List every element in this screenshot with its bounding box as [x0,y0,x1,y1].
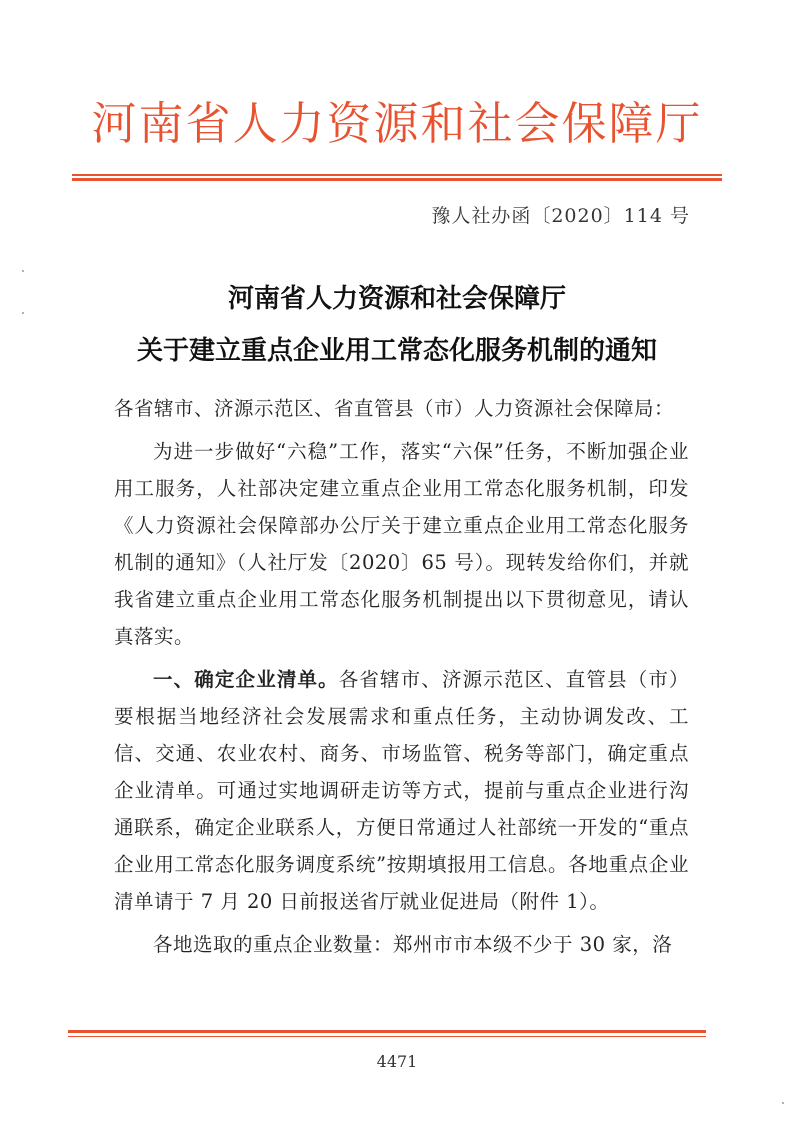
notice-body [114,390,689,969]
scan-speck [22,312,24,314]
scan-speck [22,270,24,272]
quota-paragraph: 各地选取的重点企业数量：郑州市市本级不少于 30 家，洛 [153,933,673,956]
letterhead-rule-thin [72,174,722,176]
letterhead-rule-thick [72,178,722,181]
notice-title-line1: 河南省人力资源和社会保障厅 [227,284,566,314]
notice-title-line2: 关于建立重点企业用工常态化服务机制的通知 [136,336,657,366]
footer-rule-thin [68,1036,706,1037]
section-1-paragraph [114,661,689,920]
section-1-text: 各省辖市、济源示范区、直管县（市）要根据当地经济社会发展需求和重点任务，主动协调发改、工信、交通、农业农村、商务、市场监管、税务等部门，确定重点企业清单。可通过实地调研走访等方式，提前与重点企业进行沟通联系，确定企业联系人，方便日常通过人社部统一开发的“重点企业用工常态化服务调度系统”按期填报用工信息。各地重点企业清单请于 7 月 20 日前报送省厅就业促进局（附件 1）。 [114,668,689,913]
salutation: 各省辖市、济源示范区、省直管县（市）人力资源社会保障局： [114,397,675,420]
intro-paragraph: 为进一步做好“六稳”工作，落实“六保”任务，不断加强企业用工服务，人社部决定建立重点企业用工常态化服务机制，印发《人力资源社会保障部办公厅关于建立重点企业用工常态化服务机制的通知》（人社厅发〔2020〕65 号）。现转发给你们，并就我省建立重点企业用工常态化服务机制提出以下贯彻意见，请认真落实。 [114,440,689,648]
section-1-heading: 一、确定企业清单。 [153,668,339,691]
agency-letterhead: 河南省人力资源和社会保障厅 [91,97,703,150]
document-number: 豫人社办函〔2020〕114 号 [431,205,690,227]
footer-rule-thick [68,1030,706,1033]
page-number: 4471 [376,1052,418,1071]
scan-speck [782,1102,784,1104]
